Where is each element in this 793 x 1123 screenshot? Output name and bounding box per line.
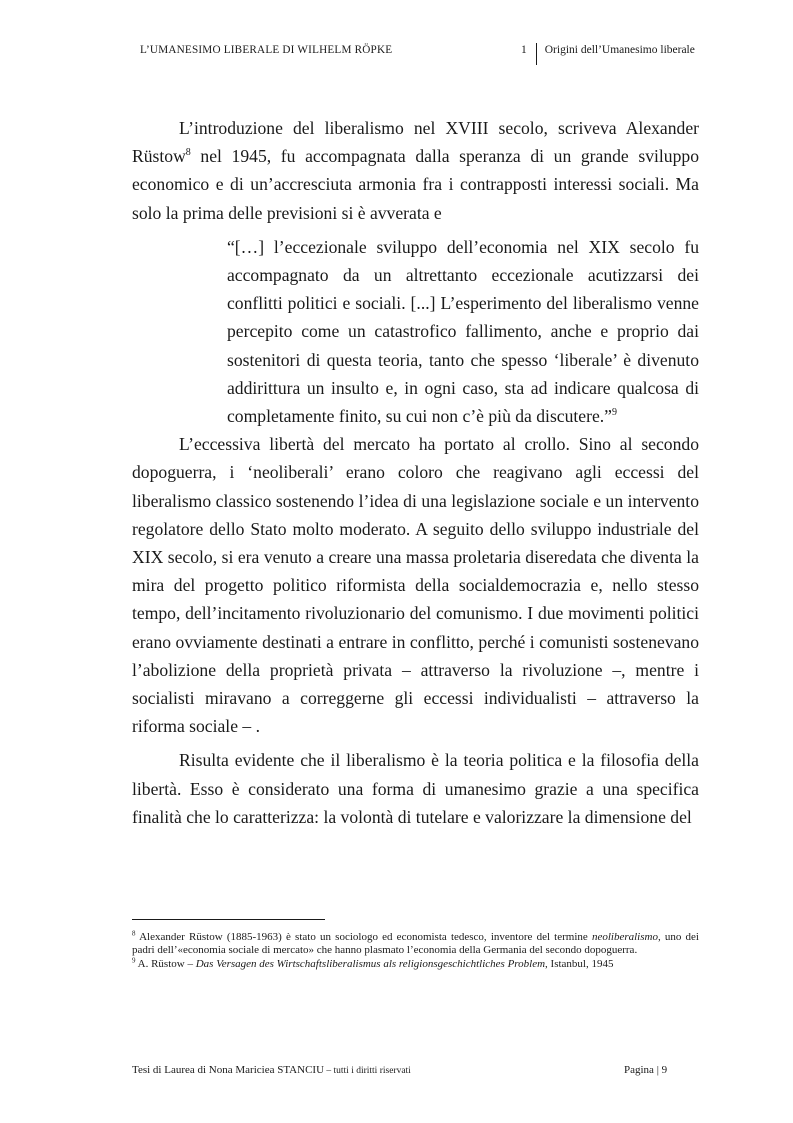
footnote-8-emphasis: neoliberalismo [591, 931, 658, 943]
footnote-ref-9: 9 [611, 407, 617, 419]
paragraph-3: Risulta evidente che il liberalismo è la teoria politica e la filosofia della libertà. Esso è considerato una forma di umanesimo grazie a una specifica finalità che lo caratterizza: la volontà di tutelare e valorizzare la dimensione del [132, 750, 699, 827]
main-text [132, 114, 699, 831]
running-header-chapter [521, 44, 695, 65]
header-separator [536, 43, 537, 65]
footnote-9-number: 9 [132, 955, 136, 964]
footnote-9-text-b: , Istanbul, 1945 [545, 957, 614, 970]
footnote-8-text-b: , uno dei padri dell’«economia sociale di mercato» che hanno plasmato l’economia della Germania del secondo dopoguerra. [132, 931, 699, 957]
running-header-title: L’UMANESIMO LIBERALE DI WILHELM RÖPKE [140, 44, 393, 56]
footer-credit [132, 1064, 411, 1076]
page-label: Pagina [624, 1064, 654, 1076]
paragraph-2: L’eccessiva libertà del mercato ha portato al crollo. Sino al secondo dopoguerra, i ‘neoliberali’ erano coloro che reagivano agli eccessi del liberalismo classico sostenendo l’idea di una legislazione sociale e un intervento regolatore dello Stato molto moderato. A seguito dello sviluppo industriale del XIX secolo, si era venuto a creare una massa proletaria diseredata che diventa la mira del progetto politico riformista della socialdemocrazia e, nello stesso tempo, dell’incitamento rivoluzionario del comunismo. I due movimenti politici erano ovviamente destinati a entrare in conflitto, perché i comunisti sostenevano l’abolizione della proprietà privata – attraverso la rivoluzione –, mentre i socialisti miravano a correggerne gli eccessi individualisti – attraverso la riforma sociale – . [132, 434, 699, 737]
paragraph-1-text-a: L’introduzione del liberalismo nel XVIII secolo, scriveva Alexander Rüstow [132, 118, 699, 167]
footer-author: Tesi di Laurea di Nona Mariciea STANCIU [132, 1064, 325, 1076]
page-number: 9 [661, 1064, 668, 1076]
block-quote-text: “[…] l’eccezionale sviluppo dell’economia nel XIX secolo fu accompagnato da un altrettanto eccezionale acutizzarsi dei conflitti politici e sociali. [...] L’esperimento del liberalismo venne percepito come un catastrofico fallimento, anche e proprio dai sostenitori di questa teoria, tanto che spesso ‘liberale’ è divenuto addirittura un insulto e, in ogni caso, sta ad indicare qualcosa di completamente finito, su cui non c’è più da discutere.” [227, 236, 699, 427]
footnote-9 [132, 955, 699, 971]
footnote-9-text-a: A. Rüstow – [135, 957, 196, 970]
footnote-8 [132, 931, 699, 958]
footer-rights: – tutti i diritti riservati [324, 1066, 411, 1076]
footnotes [132, 931, 699, 971]
page-separator: | [653, 1064, 662, 1076]
footer-page [624, 1064, 667, 1076]
footnote-9-title: Das Versagen des Wirtschaftsliberalismus als religionsgeschichtliches Problem [195, 957, 546, 970]
paragraph-1-text-b: nel 1945, fu accompagnata dalla speranza di un grande sviluppo economico e di un’accresciuta armonia fra i contrapposti interessi sociali. Ma solo la prima delle previsioni si è avverata e [132, 146, 699, 223]
footnote-divider [132, 919, 325, 920]
chapter-number: 1 [521, 44, 527, 56]
chapter-title: Origini dell’Umanesimo liberale [544, 44, 695, 56]
block-quote [227, 233, 699, 430]
footnote-ref-8: 8 [185, 147, 191, 159]
footnote-8-text-a: Alexander Rüstow (1885-1963) è stato un sociologo ed economista tedesco, inventore del termine [135, 931, 592, 943]
paragraph-1 [132, 114, 699, 227]
footnote-8-number: 8 [132, 929, 136, 938]
